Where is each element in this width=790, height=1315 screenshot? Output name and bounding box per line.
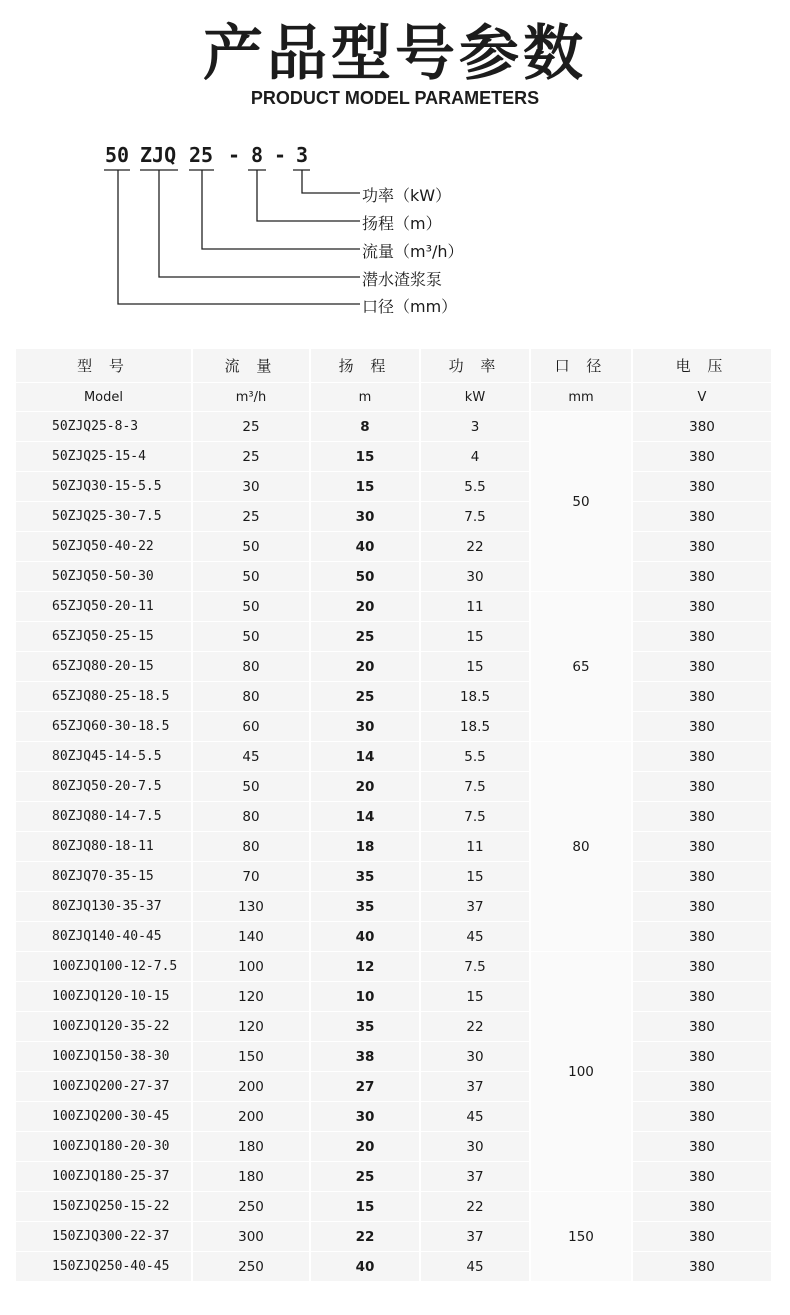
legend-power: 功率（kW） xyxy=(362,186,452,205)
cell-flow: 200 xyxy=(192,1072,310,1102)
table-row xyxy=(16,1162,772,1192)
cell-power: 30 xyxy=(420,1042,530,1072)
table-row xyxy=(16,1102,772,1132)
cell-power: 22 xyxy=(420,1012,530,1042)
table-row xyxy=(16,682,772,712)
cell-flow: 80 xyxy=(192,832,310,862)
cell-voltage: 380 xyxy=(632,1102,772,1132)
cell-flow: 250 xyxy=(192,1192,310,1222)
cell-model: 100ZJQ120-35-22 xyxy=(16,1012,192,1042)
table-row xyxy=(16,952,772,982)
cell-flow: 45 xyxy=(192,742,310,772)
cell-power: 7.5 xyxy=(420,772,530,802)
cell-power: 11 xyxy=(420,832,530,862)
cell-voltage: 380 xyxy=(632,652,772,682)
cell-head: 15 xyxy=(310,472,420,502)
table-row xyxy=(16,562,772,592)
cell-model: 80ZJQ80-18-11 xyxy=(16,832,192,862)
code-diameter: 50 xyxy=(105,143,130,167)
parameters-table xyxy=(16,349,773,1282)
cell-model: 80ZJQ130-35-37 xyxy=(16,892,192,922)
table-row xyxy=(16,412,772,442)
table-row xyxy=(16,982,772,1012)
code-flow: 25 xyxy=(189,143,214,167)
table-row xyxy=(16,1012,772,1042)
table-row xyxy=(16,622,772,652)
cell-model: 50ZJQ25-30-7.5 xyxy=(16,502,192,532)
cell-head: 25 xyxy=(310,622,420,652)
header-voltage-unit: V xyxy=(632,383,772,412)
cell-head: 35 xyxy=(310,892,420,922)
cell-head: 25 xyxy=(310,682,420,712)
cell-flow: 120 xyxy=(192,1012,310,1042)
cell-power: 5.5 xyxy=(420,472,530,502)
cell-head: 15 xyxy=(310,442,420,472)
code-head: 8 xyxy=(251,143,264,167)
cell-power: 3 xyxy=(420,412,530,442)
cell-flow: 130 xyxy=(192,892,310,922)
cell-head: 10 xyxy=(310,982,420,1012)
table-row xyxy=(16,652,772,682)
cell-power: 15 xyxy=(420,982,530,1012)
cell-voltage: 380 xyxy=(632,1222,772,1252)
cell-power: 11 xyxy=(420,592,530,622)
cell-voltage: 380 xyxy=(632,1042,772,1072)
cell-head: 35 xyxy=(310,1012,420,1042)
cell-flow: 50 xyxy=(192,592,310,622)
table-row xyxy=(16,712,772,742)
table-row xyxy=(16,922,772,952)
cell-model: 80ZJQ45-14-5.5 xyxy=(16,742,192,772)
table-header-zh xyxy=(16,349,772,383)
cell-flow: 140 xyxy=(192,922,310,952)
cell-model: 65ZJQ60-30-18.5 xyxy=(16,712,192,742)
cell-head: 25 xyxy=(310,1162,420,1192)
cell-flow: 25 xyxy=(192,502,310,532)
table-row xyxy=(16,442,772,472)
cell-head: 30 xyxy=(310,502,420,532)
cell-head: 38 xyxy=(310,1042,420,1072)
table-row xyxy=(16,772,772,802)
cell-head: 12 xyxy=(310,952,420,982)
cell-voltage: 380 xyxy=(632,922,772,952)
header-voltage: 电 压 xyxy=(632,349,772,383)
table-row xyxy=(16,1042,772,1072)
header-model-en: Model xyxy=(16,383,192,412)
cell-flow: 50 xyxy=(192,622,310,652)
table-row xyxy=(16,862,772,892)
cell-model: 100ZJQ180-20-30 xyxy=(16,1132,192,1162)
cell-voltage: 380 xyxy=(632,622,772,652)
cell-model: 65ZJQ80-20-15 xyxy=(16,652,192,682)
cell-power: 7.5 xyxy=(420,502,530,532)
table-row xyxy=(16,472,772,502)
cell-flow: 50 xyxy=(192,562,310,592)
cell-model: 50ZJQ50-50-30 xyxy=(16,562,192,592)
table-row xyxy=(16,502,772,532)
cell-power: 22 xyxy=(420,532,530,562)
cell-model: 65ZJQ50-20-11 xyxy=(16,592,192,622)
page-subtitle: PRODUCT MODEL PARAMETERS xyxy=(250,88,540,108)
cell-power: 22 xyxy=(420,1192,530,1222)
cell-model: 50ZJQ25-8-3 xyxy=(16,412,192,442)
cell-flow: 150 xyxy=(192,1042,310,1072)
cell-voltage: 380 xyxy=(632,1162,772,1192)
cell-power: 45 xyxy=(420,1252,530,1282)
cell-power: 15 xyxy=(420,862,530,892)
cell-power: 15 xyxy=(420,652,530,682)
cell-flow: 200 xyxy=(192,1102,310,1132)
cell-flow: 70 xyxy=(192,862,310,892)
cell-power: 30 xyxy=(420,562,530,592)
table-row xyxy=(16,1192,772,1222)
cell-model: 100ZJQ150-38-30 xyxy=(16,1042,192,1072)
cell-voltage: 380 xyxy=(632,1072,772,1102)
cell-power: 15 xyxy=(420,622,530,652)
header-flow-unit: m³/h xyxy=(192,383,310,412)
cell-power: 45 xyxy=(420,1102,530,1132)
cell-flow: 120 xyxy=(192,982,310,1012)
table-row xyxy=(16,1222,772,1252)
cell-head: 30 xyxy=(310,1102,420,1132)
header-power-unit: kW xyxy=(420,383,530,412)
table-row xyxy=(16,892,772,922)
cell-power: 37 xyxy=(420,1222,530,1252)
cell-voltage: 380 xyxy=(632,712,772,742)
cell-power: 5.5 xyxy=(420,742,530,772)
cell-flow: 100 xyxy=(192,952,310,982)
cell-model: 50ZJQ25-15-4 xyxy=(16,442,192,472)
code-power: 3 xyxy=(296,143,309,167)
header-diameter: 口 径 xyxy=(530,349,632,383)
cell-model: 100ZJQ200-27-37 xyxy=(16,1072,192,1102)
cell-model: 100ZJQ180-25-37 xyxy=(16,1162,192,1192)
code-series: ZJQ xyxy=(140,143,177,167)
cell-head: 14 xyxy=(310,802,420,832)
table-row xyxy=(16,592,772,622)
cell-flow: 80 xyxy=(192,682,310,712)
cell-model: 100ZJQ120-10-15 xyxy=(16,982,192,1012)
header-model: 型 号 xyxy=(16,349,192,383)
header-head: 扬 程 xyxy=(310,349,420,383)
cell-head: 18 xyxy=(310,832,420,862)
cell-head: 27 xyxy=(310,1072,420,1102)
cell-flow: 30 xyxy=(192,472,310,502)
cell-power: 7.5 xyxy=(420,952,530,982)
cell-head: 20 xyxy=(310,652,420,682)
cell-head: 15 xyxy=(310,1192,420,1222)
cell-power: 7.5 xyxy=(420,802,530,832)
table-row xyxy=(16,1132,772,1162)
table-row xyxy=(16,1252,772,1282)
table-row xyxy=(16,802,772,832)
cell-voltage: 380 xyxy=(632,772,772,802)
cell-voltage: 380 xyxy=(632,1012,772,1042)
cell-flow: 80 xyxy=(192,802,310,832)
cell-model: 50ZJQ50-40-22 xyxy=(16,532,192,562)
cell-diameter: 150 xyxy=(530,1192,632,1282)
cell-voltage: 380 xyxy=(632,802,772,832)
cell-voltage: 380 xyxy=(632,862,772,892)
cell-power: 37 xyxy=(420,1162,530,1192)
cell-diameter: 80 xyxy=(530,742,632,952)
cell-voltage: 380 xyxy=(632,1132,772,1162)
code-dash-2: - xyxy=(274,143,287,167)
header-head-unit: m xyxy=(310,383,420,412)
cell-model: 80ZJQ50-20-7.5 xyxy=(16,772,192,802)
cell-flow: 50 xyxy=(192,532,310,562)
cell-power: 30 xyxy=(420,1132,530,1162)
cell-head: 40 xyxy=(310,532,420,562)
table-row xyxy=(16,832,772,862)
cell-flow: 250 xyxy=(192,1252,310,1282)
legend-flow: 流量（m³/h） xyxy=(362,242,464,261)
cell-voltage: 380 xyxy=(632,592,772,622)
cell-model: 100ZJQ200-30-45 xyxy=(16,1102,192,1132)
header-flow: 流 量 xyxy=(192,349,310,383)
cell-power: 18.5 xyxy=(420,682,530,712)
cell-model: 50ZJQ30-15-5.5 xyxy=(16,472,192,502)
cell-power: 45 xyxy=(420,922,530,952)
table-header-en xyxy=(16,383,772,412)
cell-flow: 25 xyxy=(192,442,310,472)
cell-voltage: 380 xyxy=(632,532,772,562)
legend-head: 扬程（m） xyxy=(362,214,442,233)
cell-voltage: 380 xyxy=(632,502,772,532)
legend-diameter: 口径（mm） xyxy=(362,297,458,316)
cell-voltage: 380 xyxy=(632,1252,772,1282)
cell-flow: 300 xyxy=(192,1222,310,1252)
cell-head: 20 xyxy=(310,592,420,622)
cell-voltage: 380 xyxy=(632,442,772,472)
cell-head: 14 xyxy=(310,742,420,772)
cell-diameter: 65 xyxy=(530,592,632,742)
cell-diameter: 50 xyxy=(530,412,632,592)
cell-model: 80ZJQ70-35-15 xyxy=(16,862,192,892)
cell-head: 8 xyxy=(310,412,420,442)
code-dash-1: - xyxy=(228,143,241,167)
cell-model: 150ZJQ300-22-37 xyxy=(16,1222,192,1252)
cell-voltage: 380 xyxy=(632,832,772,862)
cell-voltage: 380 xyxy=(632,1192,772,1222)
cell-power: 37 xyxy=(420,892,530,922)
cell-power: 18.5 xyxy=(420,712,530,742)
cell-head: 30 xyxy=(310,712,420,742)
table-row xyxy=(16,1072,772,1102)
header-power: 功 率 xyxy=(420,349,530,383)
header-diameter-unit: mm xyxy=(530,383,632,412)
cell-flow: 80 xyxy=(192,652,310,682)
cell-voltage: 380 xyxy=(632,472,772,502)
cell-model: 65ZJQ50-25-15 xyxy=(16,622,192,652)
cell-power: 4 xyxy=(420,442,530,472)
page-title: 产品型号参数 xyxy=(203,19,587,89)
table-body xyxy=(16,412,772,1282)
table-row xyxy=(16,532,772,562)
cell-voltage: 380 xyxy=(632,892,772,922)
cell-flow: 180 xyxy=(192,1162,310,1192)
cell-head: 20 xyxy=(310,1132,420,1162)
legend-pump-type: 潜水渣浆泵 xyxy=(362,270,443,289)
cell-power: 37 xyxy=(420,1072,530,1102)
cell-voltage: 380 xyxy=(632,742,772,772)
cell-head: 20 xyxy=(310,772,420,802)
cell-head: 35 xyxy=(310,862,420,892)
cell-voltage: 380 xyxy=(632,562,772,592)
cell-head: 40 xyxy=(310,922,420,952)
cell-model: 150ZJQ250-40-45 xyxy=(16,1252,192,1282)
cell-voltage: 380 xyxy=(632,682,772,712)
cell-model: 150ZJQ250-15-22 xyxy=(16,1192,192,1222)
cell-voltage: 380 xyxy=(632,982,772,1012)
cell-diameter: 100 xyxy=(530,952,632,1192)
cell-head: 50 xyxy=(310,562,420,592)
cell-model: 80ZJQ140-40-45 xyxy=(16,922,192,952)
cell-model: 100ZJQ100-12-7.5 xyxy=(16,952,192,982)
cell-head: 22 xyxy=(310,1222,420,1252)
cell-model: 80ZJQ80-14-7.5 xyxy=(16,802,192,832)
cell-voltage: 380 xyxy=(632,412,772,442)
cell-head: 40 xyxy=(310,1252,420,1282)
cell-model: 65ZJQ80-25-18.5 xyxy=(16,682,192,712)
cell-flow: 60 xyxy=(192,712,310,742)
cell-voltage: 380 xyxy=(632,952,772,982)
table-row xyxy=(16,742,772,772)
cell-flow: 50 xyxy=(192,772,310,802)
cell-flow: 180 xyxy=(192,1132,310,1162)
cell-flow: 25 xyxy=(192,412,310,442)
